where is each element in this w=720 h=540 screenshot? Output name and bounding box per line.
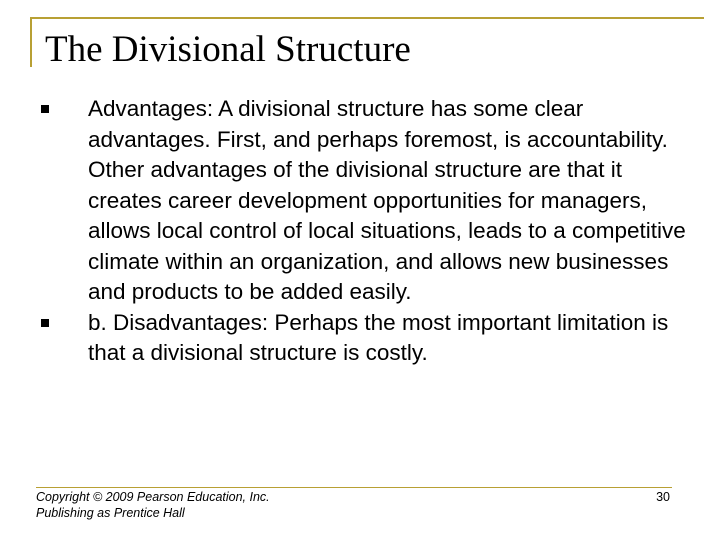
square-bullet-icon (41, 319, 49, 327)
footer-rule (36, 487, 672, 488)
bullet-text: b. Disadvantages: Perhaps the most important limitation is that a divisional structure is costly. (88, 309, 669, 365)
copyright-line: Copyright © 2009 Pearson Education, Inc. (36, 490, 270, 504)
footer-copyright (36, 489, 396, 521)
publisher-line: Publishing as Prentice Hall (36, 506, 185, 520)
bullet-list (38, 94, 688, 369)
title-frame-left-rule (30, 17, 32, 67)
page-number: 30 (656, 490, 670, 504)
slide-title: The Divisional Structure (45, 29, 411, 70)
bullet-text: Advantages: A divisional structure has some clear advantages. First, and perhaps foremost, is accountability. Other advantages of the divisional structure are that it creates career development opportunities for managers, allows local control of local situations, leads to a competitive climate within an organization, and allows new businesses and products to be added easily. (88, 96, 686, 304)
square-bullet-icon (41, 105, 49, 113)
bullet-item-disadvantages (38, 308, 688, 369)
bullet-item-advantages (38, 94, 688, 308)
title-frame-top-rule (30, 17, 704, 19)
